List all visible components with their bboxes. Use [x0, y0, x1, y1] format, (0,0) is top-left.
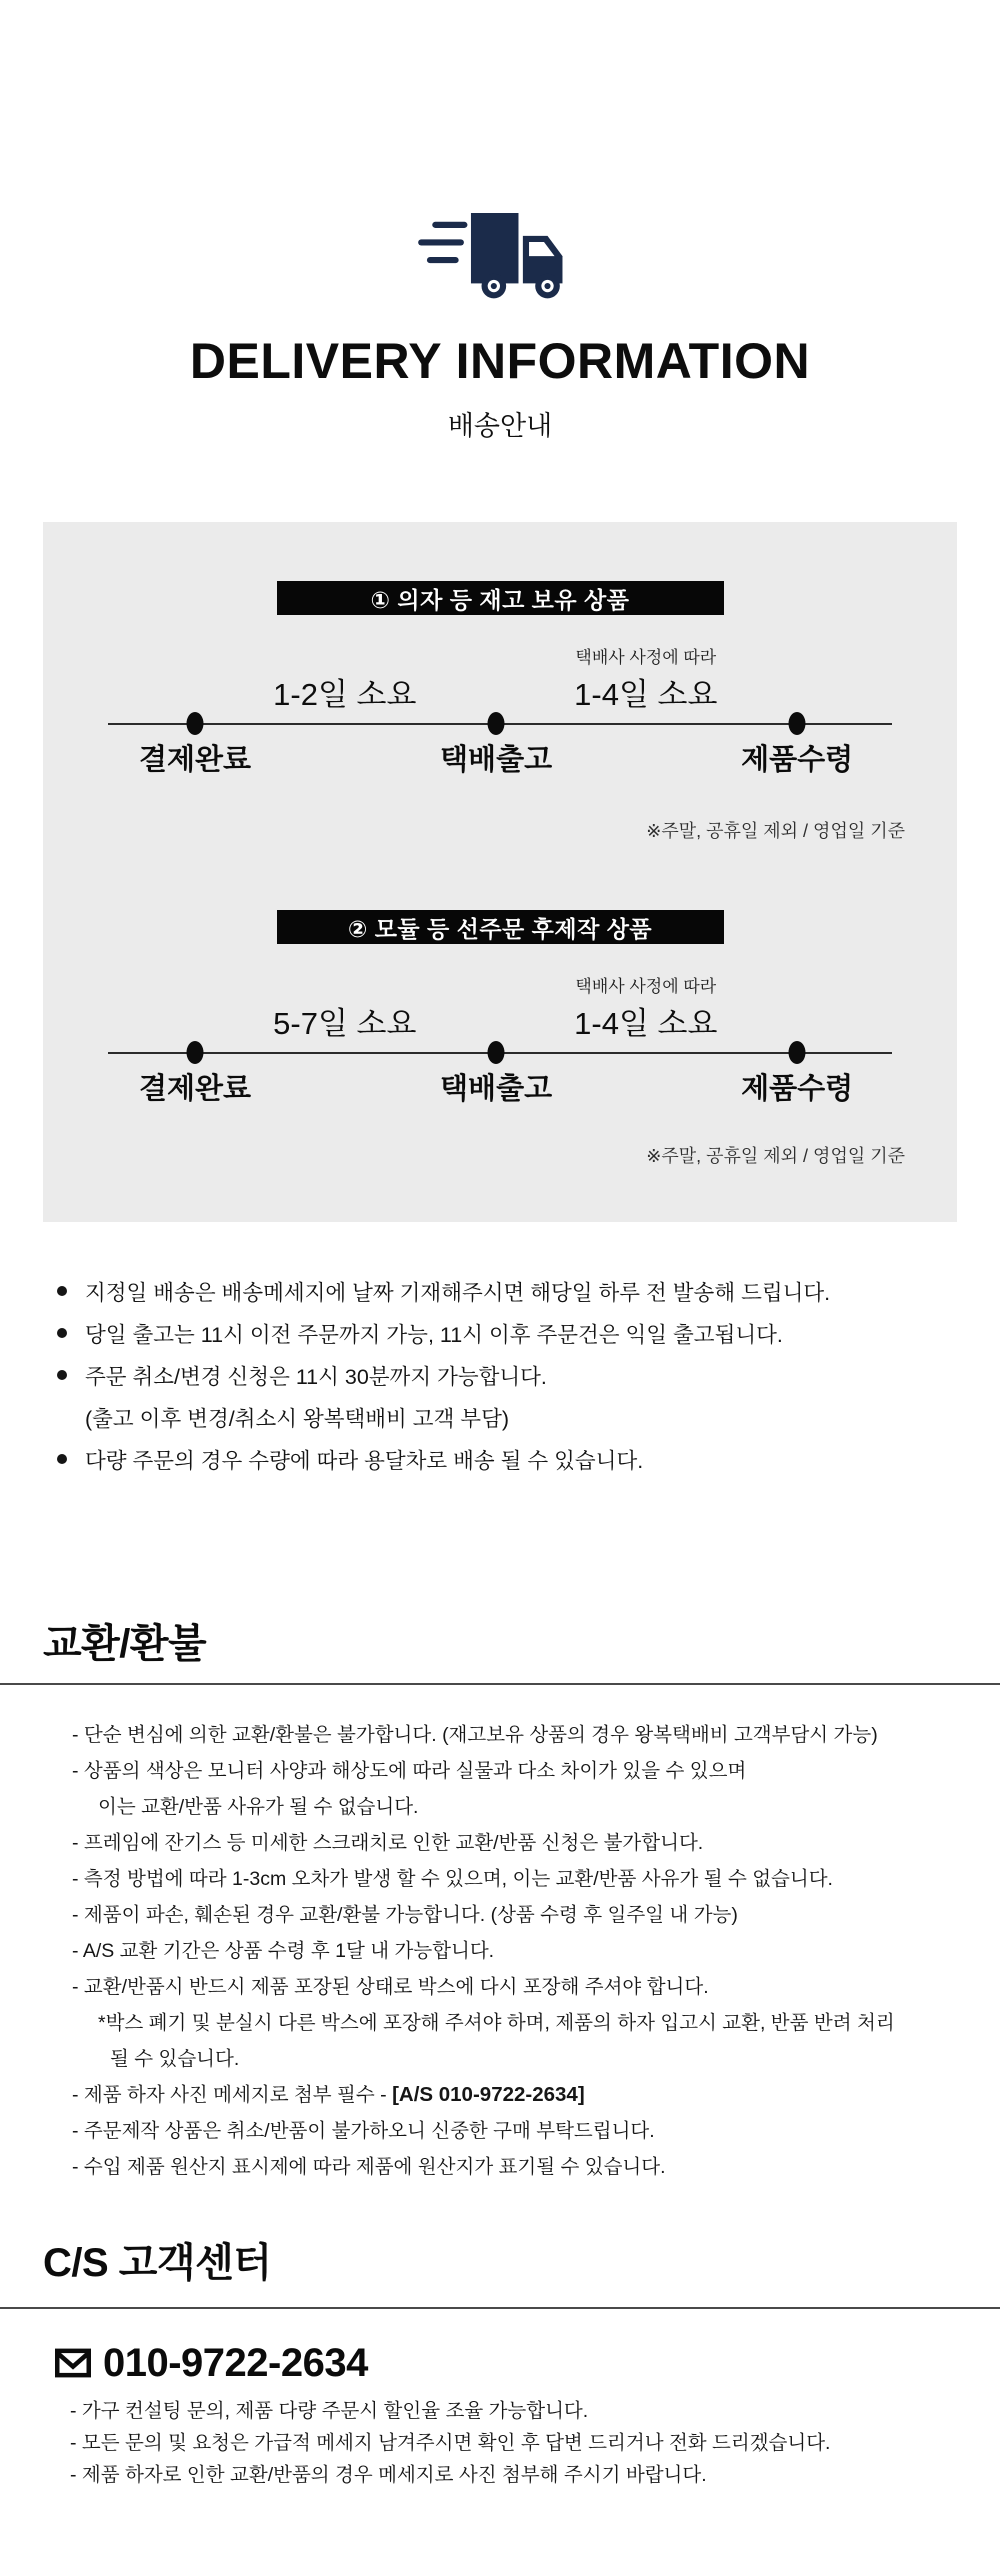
list-item: - 프레임에 잔기스 등 미세한 스크래치로 인한 교환/반품 신청은 불가합니다. — [72, 1832, 704, 1854]
timeline-dot — [488, 1041, 505, 1064]
list-item: - A/S 교환 기간은 상품 수령 후 1달 내 가능합니다. — [72, 1940, 495, 1962]
cs-phone-row — [55, 2339, 1000, 2387]
list-item: - 측정 방법에 따라 1-3cm 오차가 발생 할 수 있으며, 이는 교환/반품 사유가 될 수 없습니다. — [72, 1868, 833, 1890]
cs-center-heading: C/S 고객센터 — [43, 2241, 272, 2285]
duration-label: 5-7일 소요 — [273, 1006, 417, 1041]
section-divider — [0, 2307, 1000, 2309]
step-shipping-out: 택배출고 — [440, 744, 553, 776]
stock-items-badge: ① 의자 등 재고 보유 상품 — [277, 581, 724, 615]
step-payment-complete: 결제완료 — [138, 1073, 252, 1105]
stock-items-timeline — [108, 633, 892, 785]
note-text: 당일 출고는 11시 이전 주문까지 가능, 11시 이후 주문건은 익일 출고됩니다. — [85, 1323, 783, 1347]
timeline-dot — [488, 712, 505, 735]
step-shipping-out: 택배출고 — [440, 1073, 553, 1105]
list-item: - 제품이 파손, 훼손된 경우 교환/환불 가능합니다. (상품 수령 후 일주일 내 가능) — [72, 1904, 738, 1926]
step-payment-complete: 결제완료 — [138, 744, 252, 776]
timeline-dot — [187, 712, 204, 735]
list-item — [57, 1314, 1000, 1356]
list-item: - 교환/반품시 반드시 제품 포장된 상태로 박스에 다시 포장해 주셔야 합니다. — [72, 1976, 709, 1998]
list-item: - 단순 변심에 의한 교환/환불은 불가합니다. (재고보유 상품의 경우 왕복택배비 고객부담시 가능) — [72, 1724, 878, 1746]
cs-phone-number: 010-9722-2634 — [103, 2340, 368, 2385]
note-text: (출고 이후 변경/취소시 왕복택배비 고객 부담) — [85, 1407, 510, 1431]
list-item: - 제품 하자로 인한 교환/반품의 경우 메세지로 사진 첨부해 주시기 바랍니다. — [70, 2464, 707, 2486]
list-item — [57, 1272, 1000, 1314]
list-item-continuation: 될 수 있습니다. — [110, 2048, 240, 2070]
carrier-note: 택배사 사정에 따라 — [575, 977, 717, 996]
step-product-received: 제품수령 — [741, 1073, 854, 1105]
business-day-footnote: ※주말, 공휴일 제외 / 영업일 기준 — [646, 1146, 905, 1166]
list-item: - 주문제작 상품은 취소/반품이 불가하오니 신중한 구매 부탁드립니다. — [72, 2120, 655, 2142]
carrier-note: 택배사 사정에 따라 — [575, 648, 717, 667]
bullet-icon — [57, 1454, 67, 1464]
cs-notes-list — [0, 2395, 1000, 2491]
list-item-continuation — [57, 1398, 1000, 1440]
bullet-icon — [57, 1286, 67, 1296]
delivery-process-panel — [43, 522, 957, 1222]
mail-icon — [55, 2348, 91, 2378]
timeline-dot — [789, 712, 806, 735]
bullet-icon — [57, 1328, 67, 1338]
bullet-icon — [57, 1370, 67, 1380]
page-subtitle: 배송안내 — [447, 411, 553, 441]
as-phone-highlight: [A/S 010-9722-2634] — [392, 2083, 585, 2106]
timeline-dot — [789, 1041, 806, 1064]
list-item — [57, 1440, 1000, 1482]
timeline-dot — [187, 1041, 204, 1064]
delivery-notes-list — [0, 1272, 1000, 1482]
list-item — [57, 1356, 1000, 1398]
note-text: 주문 취소/변경 신청은 11시 30분까지 가능합니다. — [85, 1365, 547, 1389]
duration-label: 1-4일 소요 — [574, 1006, 718, 1041]
exchange-refund-heading: 교환/환불 — [43, 1622, 207, 1666]
section-divider — [0, 1683, 1000, 1685]
made-to-order-timeline — [108, 962, 892, 1114]
step-product-received: 제품수령 — [741, 744, 854, 776]
note-text: - 제품 하자 사진 메세지로 첨부 필수 - — [72, 2084, 393, 2106]
made-to-order-badge: ② 모듈 등 선주문 후제작 상품 — [277, 910, 724, 944]
page-title: DELIVERY INFORMATION — [189, 333, 811, 389]
list-item: - 수입 제품 원산지 표시제에 따라 제품에 원산지가 표기될 수 있습니다. — [72, 2156, 666, 2178]
note-text: 지정일 배송은 배송메세지에 날짜 기재해주시면 해당일 하루 전 발송해 드립니다. — [85, 1281, 831, 1305]
duration-label: 1-2일 소요 — [273, 677, 417, 712]
list-item-continuation: 이는 교환/반품 사유가 될 수 없습니다. — [98, 1796, 419, 1818]
list-item: - 상품의 색상은 모니터 사양과 해상도에 따라 실물과 다소 차이가 있을 수 있으며 — [72, 1760, 747, 1782]
list-item-continuation: *박스 폐기 및 분실시 다른 박스에 포장해 주셔야 하며, 제품의 하자 입고시 교환, 반품 반려 처리 — [98, 2012, 895, 2034]
delivery-truck-icon — [415, 213, 585, 301]
exchange-refund-list — [0, 1717, 1000, 2185]
business-day-footnote: ※주말, 공휴일 제외 / 영업일 기준 — [646, 821, 905, 841]
note-text: 다량 주문의 경우 수량에 따라 용달차로 배송 될 수 있습니다. — [85, 1449, 644, 1473]
list-item: - 모든 문의 및 요청은 가급적 메세지 남겨주시면 확인 후 답변 드리거나 전화 드리겠습니다. — [70, 2432, 831, 2454]
duration-label: 1-4일 소요 — [574, 677, 718, 712]
list-item — [72, 2077, 960, 2113]
list-item: - 가구 컨설팅 문의, 제품 다량 주문시 할인율 조율 가능합니다. — [70, 2400, 589, 2422]
